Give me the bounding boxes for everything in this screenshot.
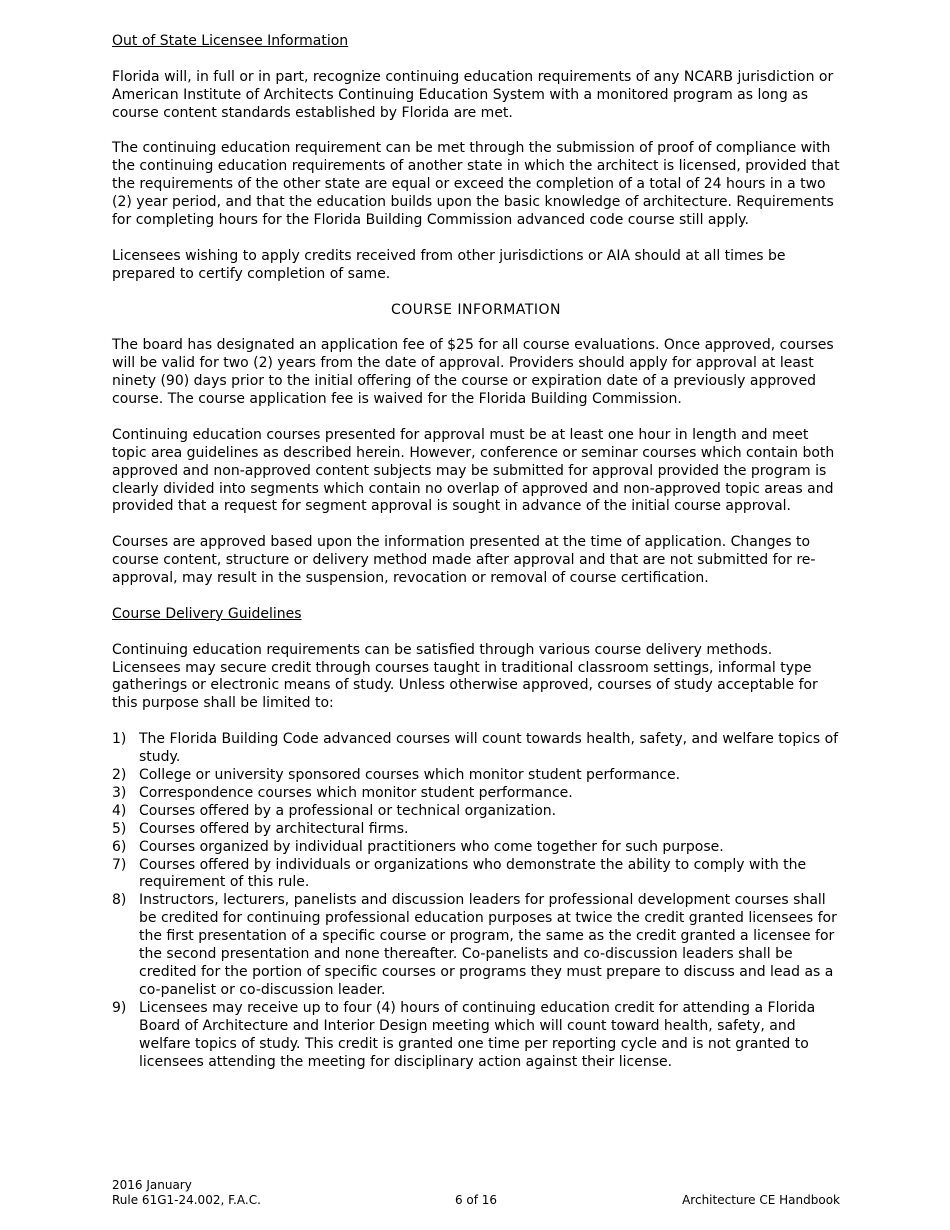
list-number: 3) — [112, 784, 127, 801]
list-number: 4) — [112, 802, 127, 819]
list-number: 2) — [112, 767, 127, 783]
list-item — [112, 857, 840, 893]
paragraph: The continuing education requirement can be met through the submission of proof of compliance with the continuing education requirements of another state in which the architect is licensed, provided that the requirements of the other state are equal or exceed the completion of a total of 24 hours in a two (2) year period, and that the education builds upon the basic knowledge of architecture. Requirements for completing hours for the Florida Building Commission advanced code course still apply. — [112, 140, 840, 229]
list-text: Courses organized by individual practitioners who come together for such purpose. — [139, 838, 724, 855]
list-item — [112, 803, 840, 821]
list-item — [112, 892, 840, 999]
paragraph: The board has designated an application fee of $25 for all course evaluations. Once approved, courses will be valid for two (2) years from the date of approval. Providers should apply for approval at least ninety (90) days prior to the initial offering of the course or expiration date of a previously approved course. The course application fee is waived for the Florida Building Commission. — [112, 337, 834, 408]
delivery-methods-list — [112, 731, 840, 1071]
paragraph: Licensees wishing to apply credits received from other jurisdictions or AIA should at all times be prepared to certify completion of same. — [112, 247, 786, 282]
list-number: 9) — [112, 999, 127, 1016]
list-text: Licensees may receive up to four (4) hours of continuing education credit for attending a Florida Board of Architecture and Interior Design meeting which will count toward health, safety, and welfare topics of study. This credit is granted one time per reporting cycle and is not granted to licensees attending the meeting for disciplinary action against their license. — [139, 999, 816, 1070]
list-item — [112, 785, 840, 803]
list-number: 6) — [112, 838, 127, 855]
list-text: Correspondence courses which monitor student performance. — [139, 784, 573, 801]
paragraph: Courses are approved based upon the information presented at the time of application. Changes to course content, structure or delivery method made after approval and that are not submitted for re-approval, may result in the suspension, revocation or removal of course certification. — [112, 534, 816, 587]
list-text: Courses offered by individuals or organizations who demonstrate the ability to comply with the requirement of this rule. — [139, 856, 807, 891]
list-item — [112, 821, 840, 839]
list-text: The Florida Building Code advanced courses will count towards health, safety, and welfare topics of study. — [139, 731, 839, 766]
list-item — [112, 731, 840, 767]
list-item — [112, 767, 840, 785]
footer-date: 2016 January — [112, 1178, 192, 1192]
list-text: Courses offered by a professional or technical organization. — [139, 802, 557, 819]
list-item — [112, 1000, 840, 1072]
footer-rule: Rule 61G1-24.002, F.A.C. — [112, 1192, 261, 1207]
list-number: 1) — [112, 731, 127, 748]
list-number: 7) — [112, 856, 127, 873]
list-text: Courses offered by architectural firms. — [139, 820, 409, 837]
list-item — [112, 839, 840, 857]
out-of-state-heading: Out of State Licensee Information — [112, 33, 349, 49]
paragraph: Florida will, in full or in part, recognize continuing education requirements of any NCARB jurisdiction or American Institute of Architects Continuing Education System with a monitored program as long as course content standards established by Florida are met. — [112, 68, 834, 121]
list-number: 5) — [112, 820, 127, 837]
list-text: College or university sponsored courses which monitor student performance. — [139, 767, 681, 783]
course-delivery-heading: Course Delivery Guidelines — [112, 605, 302, 622]
footer-title: Architecture CE Handbook — [682, 1192, 840, 1207]
list-text: Instructors, lecturers, panelists and discussion leaders for professional development courses shall be credited for continuing professional education purposes at twice the credit granted licensees for the first presentation of a specific course or program, the same as the credit granted a licensee for the second presentation and none thereafter. Co-panelists and co-discussion leaders shall be credited for the portion of specific courses or programs they must prepare to discuss and lead as a co-panelist or co-discussion leader. — [139, 892, 837, 998]
document-page — [112, 33, 840, 1071]
paragraph: Continuing education requirements can be satisfied through various course delivery methods. Licensees may secure credit through courses taught in traditional classroom settings, informal type gatherings or electronic means of study. Unless otherwise approved, courses of study acceptable for this purpose shall be limited to: — [112, 641, 818, 712]
footer-page-number: 6 of 16 — [454, 1192, 498, 1207]
course-information-heading: COURSE INFORMATION — [390, 301, 562, 318]
paragraph: Continuing education courses presented for approval must be at least one hour in length and meet topic area guidelines as described herein. However, conference or seminar courses which contain both approved and non-approved content subjects may be submitted for approval provided the program is clearly divided into segments which contain no overlap of approved and non-approved topic areas and provided that a request for segment approval is sought in advance of the initial course approval. — [112, 426, 835, 515]
list-number: 8) — [112, 892, 127, 909]
